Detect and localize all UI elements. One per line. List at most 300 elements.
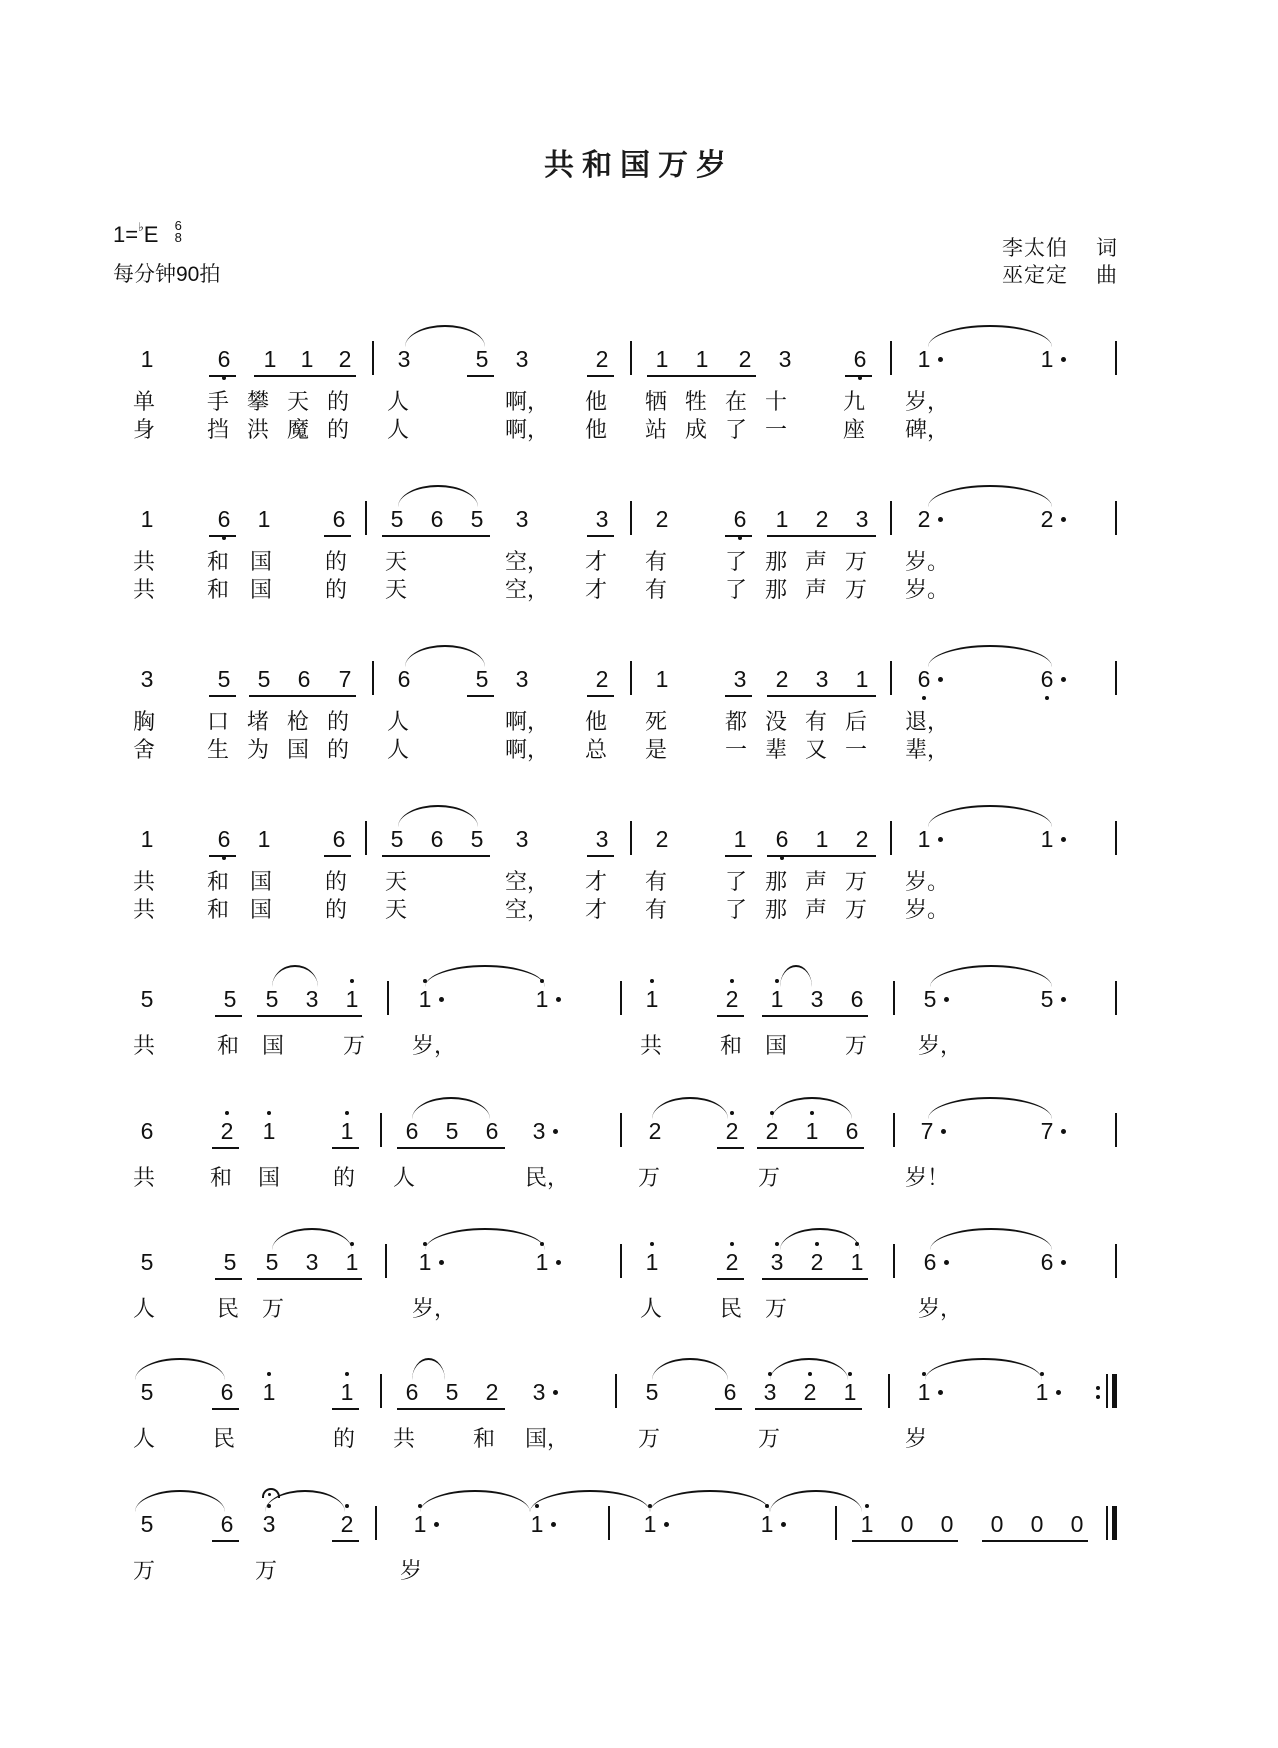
note: [650, 825, 674, 853]
augmentation-dot: [1061, 517, 1066, 522]
octave-down-dot: [922, 696, 926, 700]
score-line: [0, 825, 1278, 975]
lyric-char: 那: [765, 578, 788, 603]
barline: [380, 1113, 382, 1147]
lyric-char: 都: [725, 710, 748, 735]
lyric-char: 共: [393, 1427, 416, 1452]
note: [643, 1117, 667, 1145]
lyric-char: 他: [585, 418, 608, 443]
barline: [620, 981, 622, 1015]
note-digit: 3: [305, 986, 319, 1012]
lyric-char: 人: [640, 1297, 663, 1322]
lyric-char: 和: [473, 1427, 496, 1452]
note: [765, 985, 789, 1013]
lyric-char: 那: [765, 870, 788, 895]
lyric-char: 空，: [505, 550, 550, 575]
beam-underline: [755, 1408, 862, 1410]
lyric-char: 万: [133, 1559, 156, 1584]
lyric-char: 他: [585, 390, 608, 415]
note-digit: 5: [140, 986, 154, 1012]
note: [212, 505, 236, 533]
barline: [1115, 661, 1117, 695]
note: [530, 1248, 554, 1276]
note-digit: 1: [855, 666, 869, 692]
note-digit: 6: [733, 506, 747, 532]
beam-underline: [767, 695, 876, 697]
note-digit: 2: [340, 1511, 354, 1537]
flat-icon: ♭: [138, 219, 144, 234]
note-digit: 1: [775, 506, 789, 532]
lyric-char: 万: [255, 1559, 278, 1584]
note-digit: 1: [263, 346, 277, 372]
lyric-char: 岁: [905, 1427, 928, 1452]
note: [510, 505, 534, 533]
lyric-char: 共: [133, 898, 156, 923]
note: [400, 1117, 424, 1145]
beam-underline: [212, 1540, 239, 1542]
barline: [1115, 501, 1117, 535]
score-line: [0, 1117, 1278, 1267]
barline: [1115, 1113, 1117, 1147]
note-digit: 3: [855, 506, 869, 532]
note: [770, 505, 794, 533]
lyric-char: 的: [327, 390, 350, 415]
lyric-char: 和: [210, 1166, 233, 1191]
note-digit: 1: [413, 1511, 427, 1537]
lyric-char: 国: [287, 738, 310, 763]
lyric-char: 啊，: [505, 710, 550, 735]
barline: [630, 821, 632, 855]
note: [590, 345, 614, 373]
augmentation-dot: [553, 1390, 558, 1395]
augmentation-dot: [439, 1260, 444, 1265]
note-digit: 5: [140, 1511, 154, 1537]
note: [530, 985, 554, 1013]
note: [912, 665, 936, 693]
note-digit: 1: [530, 1511, 544, 1537]
lyric-char: 岁，: [905, 390, 950, 415]
beam-underline: [845, 375, 872, 377]
note: [805, 985, 829, 1013]
score-line: [0, 985, 1278, 1135]
note-digit: 2: [220, 1118, 234, 1144]
lyric-char: 民，: [525, 1166, 570, 1191]
note: [1035, 345, 1059, 373]
note-digit: 2: [775, 666, 789, 692]
note-digit: 1: [695, 346, 709, 372]
note: [640, 1248, 664, 1276]
lyric-char: 国，: [525, 1427, 570, 1452]
note: [720, 1248, 744, 1276]
note-digit: 3: [595, 826, 609, 852]
note: [218, 1248, 242, 1276]
note-digit: 5: [265, 1249, 279, 1275]
note: [718, 1378, 742, 1406]
note-digit: 0: [1030, 1511, 1044, 1537]
lyric-char: 万: [845, 898, 868, 923]
lyric-char: 才: [585, 550, 608, 575]
octave-up-dot: [730, 1111, 734, 1115]
note: [527, 1378, 551, 1406]
lyricist-role: 词: [1096, 237, 1118, 260]
note: [848, 345, 872, 373]
note: [800, 1117, 824, 1145]
note-digit: 5: [445, 1118, 459, 1144]
beam-underline: [209, 535, 236, 537]
note: [850, 505, 874, 533]
lyric-char: 和: [207, 870, 230, 895]
barline: [1115, 341, 1117, 375]
octave-up-dot: [345, 1504, 349, 1508]
note-digit: 1: [917, 346, 931, 372]
note: [650, 665, 674, 693]
beam-underline: [725, 535, 752, 537]
note: [212, 665, 236, 693]
lyric-char: 人: [387, 738, 410, 763]
lyric-char: 了: [725, 578, 748, 603]
lyric-char: 啊，: [505, 390, 550, 415]
beam-underline: [397, 1408, 505, 1410]
note-digit: 6: [332, 506, 346, 532]
lyric-char: 人: [387, 390, 410, 415]
barline: [890, 341, 892, 375]
octave-up-dot: [225, 1111, 229, 1115]
note-digit: 1: [262, 1118, 276, 1144]
lyric-char: 的: [327, 738, 350, 763]
note-digit: 1: [418, 986, 432, 1012]
note-digit: 0: [990, 1511, 1004, 1537]
lyric-char: 的: [327, 418, 350, 443]
note-digit: 5: [923, 986, 937, 1012]
note: [755, 1510, 779, 1538]
beam-underline: [332, 1147, 359, 1149]
note-digit: 1: [345, 986, 359, 1012]
lyric-char: 单: [133, 390, 156, 415]
note: [510, 825, 534, 853]
lyric-char: 岁，: [412, 1297, 457, 1322]
note: [810, 825, 834, 853]
note: [720, 1117, 744, 1145]
note: [300, 985, 324, 1013]
lyric-char: 岁。: [905, 578, 950, 603]
lyric-char: 万: [758, 1166, 781, 1191]
note: [218, 985, 242, 1013]
note-digit: 5: [390, 826, 404, 852]
note-digit: 1: [257, 826, 271, 852]
augmentation-dot: [938, 517, 943, 522]
note-digit: 1: [843, 1379, 857, 1405]
note: [728, 825, 752, 853]
note-digit: 0: [940, 1511, 954, 1537]
note: [918, 985, 942, 1013]
note-digit: 6: [1040, 1249, 1054, 1275]
beam-underline: [257, 1015, 362, 1017]
octave-up-dot: [865, 1504, 869, 1508]
lyric-char: 的: [333, 1166, 356, 1191]
barline: [380, 1374, 382, 1408]
beam-underline: [762, 1278, 868, 1280]
note-digit: 3: [810, 986, 824, 1012]
beam-underline: [725, 695, 752, 697]
octave-up-dot: [650, 1242, 654, 1246]
lyric-char: 总: [585, 738, 608, 763]
lyric-char: 万: [638, 1166, 661, 1191]
note-digit: 1: [418, 1249, 432, 1275]
note: [260, 985, 284, 1013]
lyric-char: 人: [387, 710, 410, 735]
beam-underline: [715, 1408, 742, 1410]
note: [440, 1117, 464, 1145]
augmentation-dot: [1061, 357, 1066, 362]
note-digit: 6: [430, 506, 444, 532]
note-digit: 5: [475, 666, 489, 692]
augmentation-dot: [938, 837, 943, 842]
lyricist-name: 李太伯: [1002, 237, 1068, 260]
note: [480, 1117, 504, 1145]
barline: [1115, 821, 1117, 855]
lyric-char: 攀: [247, 390, 270, 415]
note-digit: 5: [257, 666, 271, 692]
note-digit: 5: [223, 1249, 237, 1275]
note-digit: 6: [217, 826, 231, 852]
lyric-char: 空，: [505, 578, 550, 603]
barline: [1112, 1374, 1117, 1408]
note: [1035, 1117, 1059, 1145]
augmentation-dot: [1056, 1390, 1061, 1395]
lyric-char: 共: [133, 550, 156, 575]
note: [638, 1510, 662, 1538]
note-digit: 2: [738, 346, 752, 372]
lyric-char: 和: [207, 550, 230, 575]
note: [985, 1510, 1009, 1538]
note-digit: 5: [475, 346, 489, 372]
note-digit: 1: [1035, 1379, 1049, 1405]
lyric-char: 有: [645, 898, 668, 923]
lyric-char: 生: [207, 738, 230, 763]
note-digit: 1: [643, 1511, 657, 1537]
lyric-char: 又: [805, 738, 828, 763]
note: [258, 345, 282, 373]
lyric-char: 枪: [287, 710, 310, 735]
note-digit: 2: [803, 1379, 817, 1405]
augmentation-dot: [938, 1390, 943, 1395]
note-digit: 6: [1040, 666, 1054, 692]
note-digit: 6: [853, 346, 867, 372]
note-digit: 6: [845, 1118, 859, 1144]
beam-underline: [209, 375, 236, 377]
note: [327, 505, 351, 533]
note: [590, 665, 614, 693]
note: [845, 985, 869, 1013]
beam-underline: [249, 695, 356, 697]
beam-underline: [647, 375, 756, 377]
lyric-char: 九: [843, 390, 866, 415]
note: [1035, 825, 1059, 853]
beam-underline: [767, 535, 876, 537]
lyric-char: 啊，: [505, 418, 550, 443]
note-digit: 5: [217, 666, 231, 692]
note-digit: 1: [1040, 346, 1054, 372]
note: [252, 505, 276, 533]
lyric-char: 岁。: [905, 550, 950, 575]
lyric-char: 才: [585, 870, 608, 895]
note-digit: 6: [217, 346, 231, 372]
note-digit: 3: [515, 506, 529, 532]
note: [1035, 665, 1059, 693]
lyric-char: 那: [765, 550, 788, 575]
note: [465, 825, 489, 853]
note: [1035, 505, 1059, 533]
note: [335, 1378, 359, 1406]
note: [1030, 1378, 1054, 1406]
lyric-char: 共: [133, 578, 156, 603]
barline: [372, 661, 374, 695]
note-digit: 6: [485, 1118, 499, 1144]
lyric-char: 天: [385, 898, 408, 923]
barline: [890, 821, 892, 855]
score-line: [0, 665, 1278, 815]
lyric-char: 魔: [287, 418, 310, 443]
note-digit: 5: [1040, 986, 1054, 1012]
note: [257, 1510, 281, 1538]
note: [912, 825, 936, 853]
lyric-char: 站: [645, 418, 668, 443]
lyric-char: 他: [585, 710, 608, 735]
barline: [888, 1374, 890, 1408]
note-digit: 6: [140, 1118, 154, 1144]
note: [525, 1510, 549, 1538]
note-digit: 3: [397, 346, 411, 372]
note: [527, 1117, 551, 1145]
lyric-char: 岁，: [918, 1297, 963, 1322]
score-line: [0, 1510, 1278, 1660]
lyric-char: 辈: [765, 738, 788, 763]
note-digit: 6: [405, 1118, 419, 1144]
note-digit: 3: [262, 1511, 276, 1537]
beam-underline: [212, 1147, 239, 1149]
final-barline: [1112, 1506, 1117, 1540]
beam-underline: [587, 375, 614, 377]
augmentation-dot: [938, 677, 943, 682]
note-digit: 1: [815, 826, 829, 852]
barline: [890, 501, 892, 535]
note: [728, 505, 752, 533]
barline: [890, 661, 892, 695]
augmentation-dot: [944, 1260, 949, 1265]
note: [413, 1248, 437, 1276]
lyric-char: 万: [845, 1034, 868, 1059]
note-digit: 6: [397, 666, 411, 692]
lyric-char: 和: [207, 578, 230, 603]
note-digit: 6: [430, 826, 444, 852]
note-digit: 1: [917, 1379, 931, 1405]
note: [770, 825, 794, 853]
note: [252, 665, 276, 693]
note-digit: 3: [778, 346, 792, 372]
note-digit: 2: [810, 1249, 824, 1275]
note: [480, 1378, 504, 1406]
beam-underline: [587, 855, 614, 857]
note: [1065, 1510, 1089, 1538]
note: [408, 1510, 432, 1538]
note-digit: 2: [485, 1379, 499, 1405]
note-digit: 5: [470, 826, 484, 852]
lyric-char: 没: [765, 710, 788, 735]
beam-underline: [852, 1540, 958, 1542]
note: [1025, 1510, 1049, 1538]
lyric-char: 舍: [133, 738, 156, 763]
note-digit: 1: [917, 826, 931, 852]
lyricist-credit: [1002, 232, 1118, 262]
barline: [385, 1244, 387, 1278]
lyric-char: 万: [262, 1297, 285, 1322]
lyric-char: 岁！: [905, 1166, 950, 1191]
barline: [1115, 981, 1117, 1015]
lyric-char: 身: [133, 418, 156, 443]
lyric-char: 空，: [505, 898, 550, 923]
note-digit: 6: [217, 506, 231, 532]
note: [400, 1378, 424, 1406]
note: [135, 345, 159, 373]
lyric-char: 共: [133, 1166, 156, 1191]
octave-up-dot: [345, 1111, 349, 1115]
note: [212, 345, 236, 373]
note: [1035, 1248, 1059, 1276]
note-digit: 5: [645, 1379, 659, 1405]
note: [425, 825, 449, 853]
lyric-char: 后: [845, 710, 868, 735]
augmentation-dot: [556, 997, 561, 1002]
lyric-char: 有: [645, 550, 668, 575]
lyric-char: 国: [250, 578, 273, 603]
barline: [630, 341, 632, 375]
beam-underline: [767, 855, 876, 857]
note: [850, 825, 874, 853]
lyric-char: 一: [845, 738, 868, 763]
barline: [375, 1506, 377, 1540]
lyric-char: 万: [845, 578, 868, 603]
note: [770, 665, 794, 693]
key-note: E: [143, 222, 159, 247]
beam-underline: [212, 1408, 239, 1410]
note-digit: 1: [140, 346, 154, 372]
lyric-char: 牲: [685, 390, 708, 415]
note-digit: 1: [1040, 826, 1054, 852]
time-denominator: 8: [174, 230, 182, 246]
note-digit: 6: [850, 986, 864, 1012]
note: [590, 825, 614, 853]
augmentation-dot: [1061, 837, 1066, 842]
beam-underline: [762, 1015, 868, 1017]
note: [327, 825, 351, 853]
note: [850, 665, 874, 693]
note-digit: 3: [595, 506, 609, 532]
note: [135, 505, 159, 533]
note-digit: 1: [860, 1511, 874, 1537]
note-digit: 2: [595, 666, 609, 692]
note-digit: 2: [765, 1118, 779, 1144]
beam-underline: [717, 1015, 744, 1017]
beam-underline: [254, 375, 356, 377]
note: [440, 1378, 464, 1406]
note: [212, 825, 236, 853]
note-digit: 6: [405, 1379, 419, 1405]
note: [392, 345, 416, 373]
note-digit: 1: [535, 986, 549, 1012]
lyric-char: 成: [685, 418, 708, 443]
note: [855, 1510, 879, 1538]
note-digit: 1: [805, 1118, 819, 1144]
